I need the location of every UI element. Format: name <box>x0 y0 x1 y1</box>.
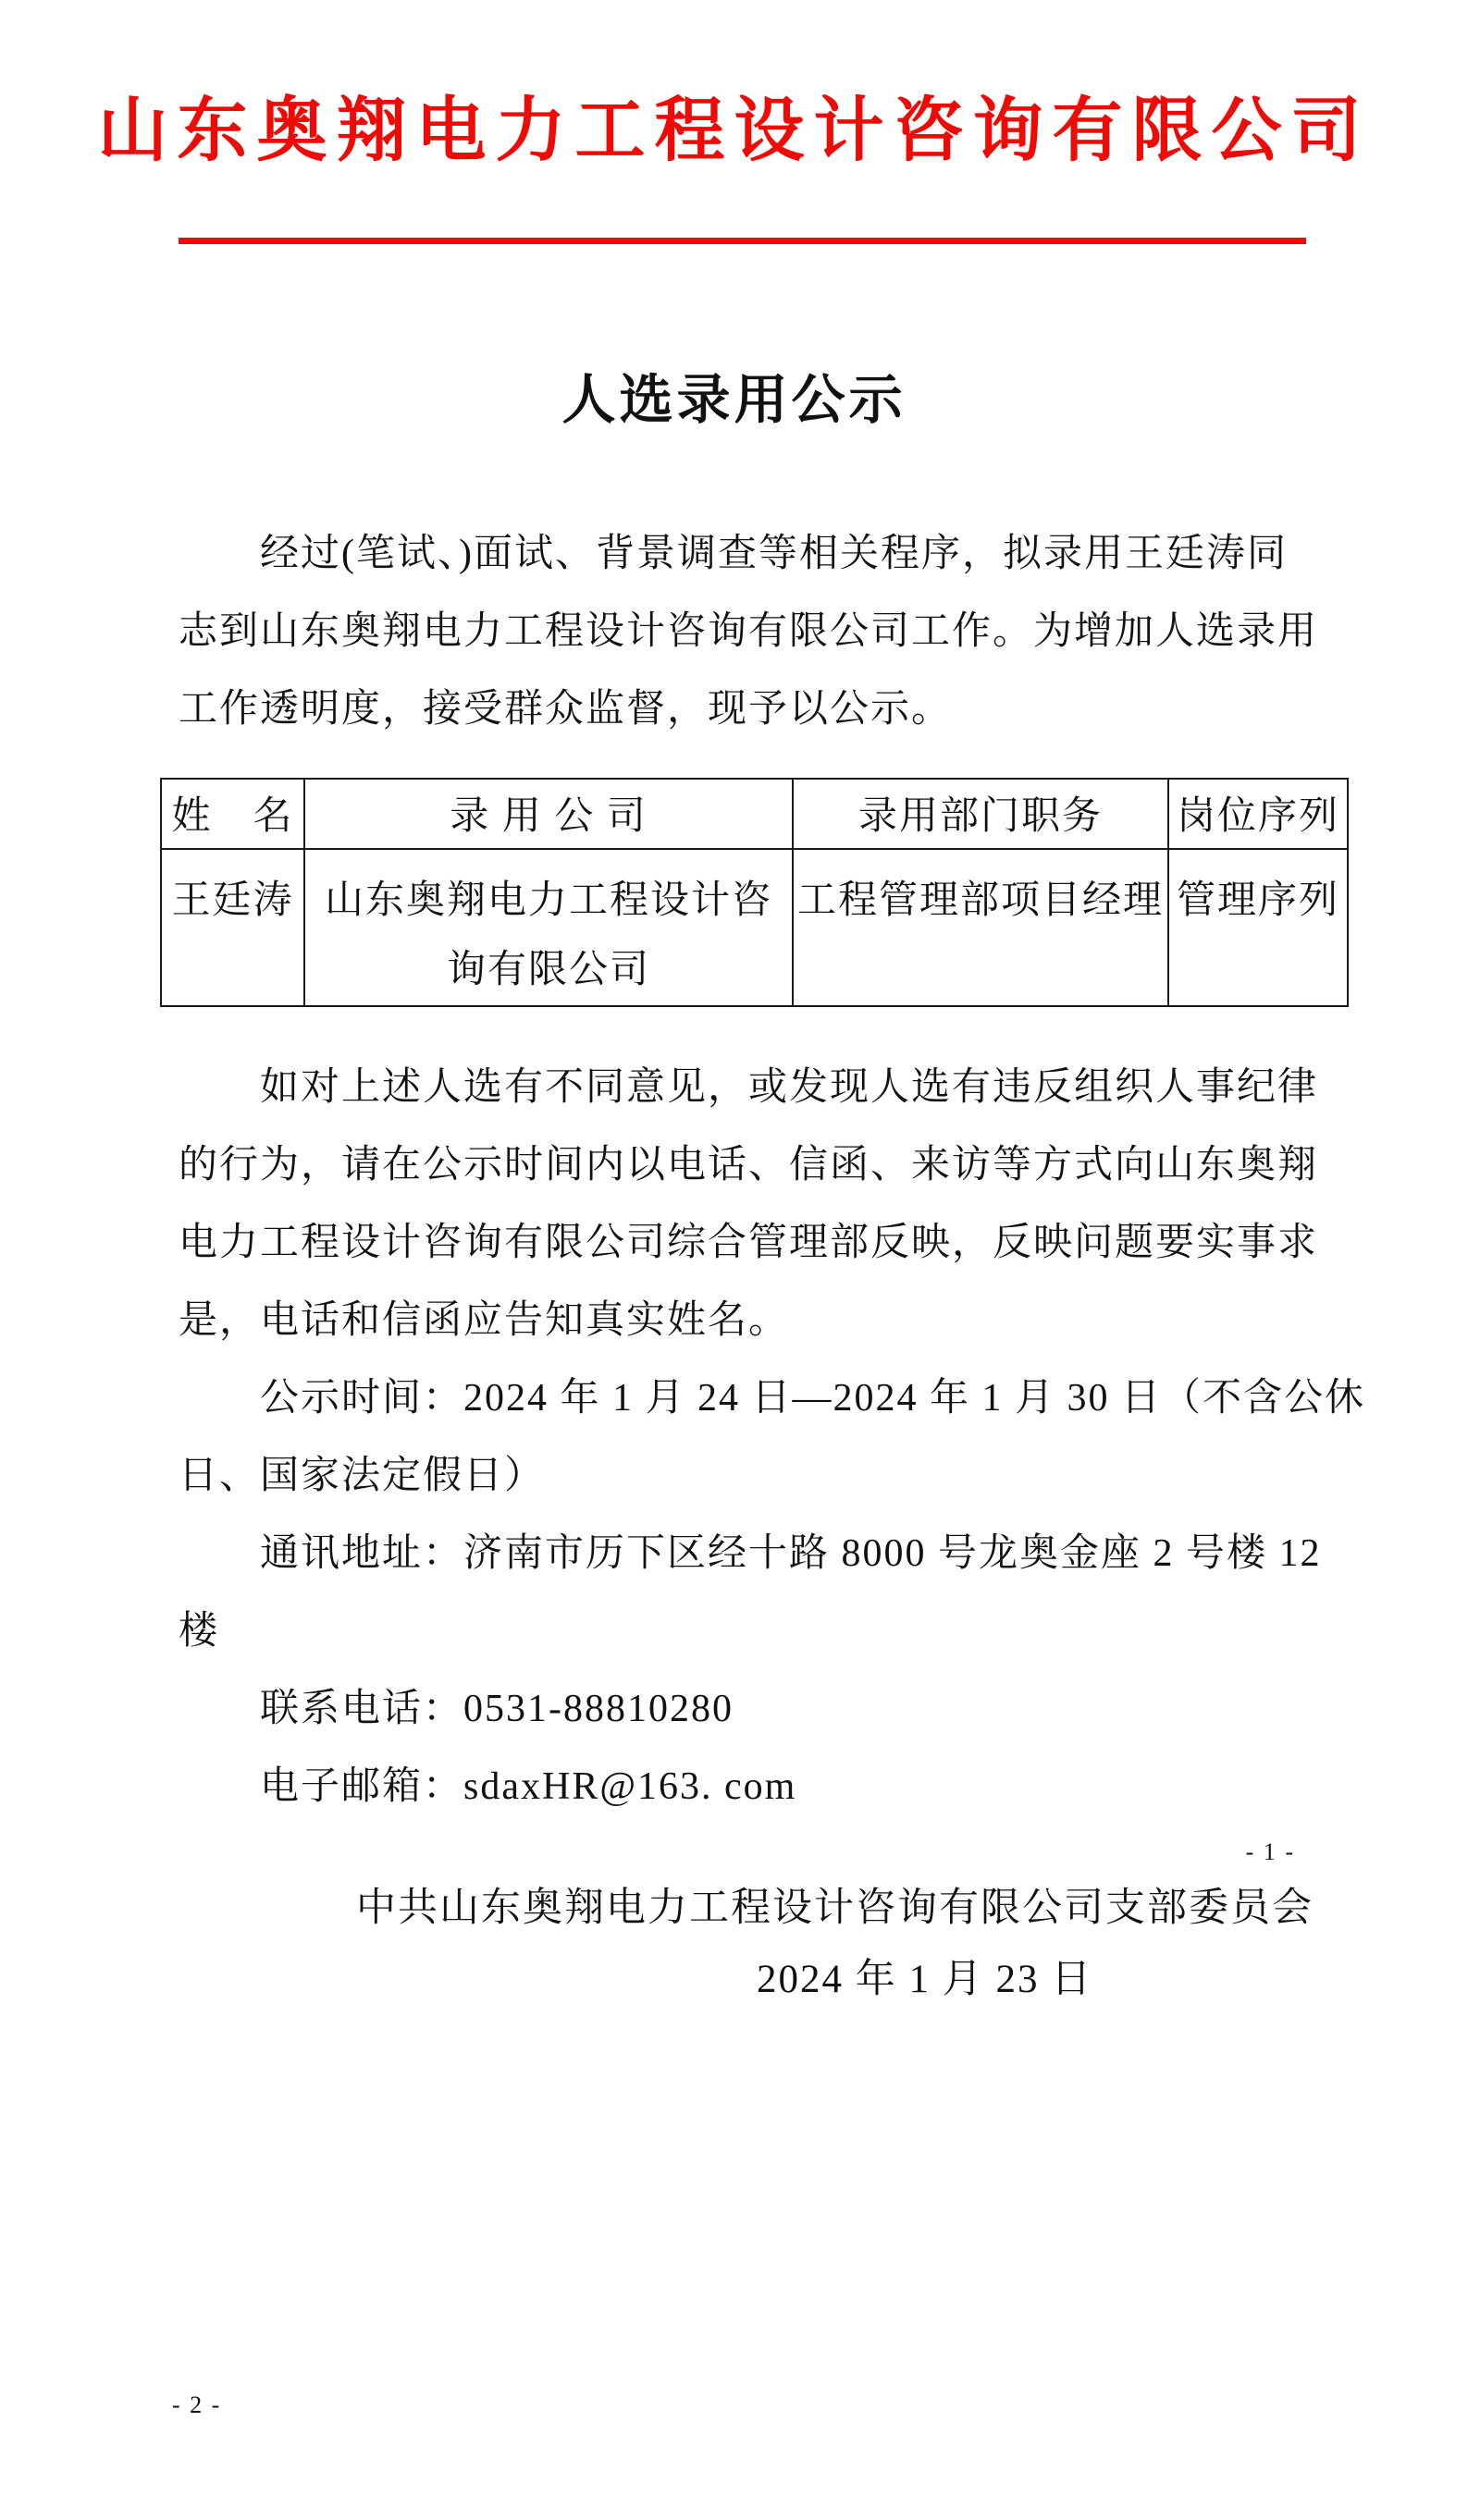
intro-paragraph <box>179 515 1344 748</box>
text-line: 电子邮箱：sdaxHR@163. com <box>260 1765 797 1808</box>
contact-email-paragraph <box>179 1748 1344 1825</box>
letterhead-divider-rule <box>179 238 1306 244</box>
signature-date: 2024 年 1 月 23 日 <box>757 1958 1093 2001</box>
body-section <box>179 1049 1366 1825</box>
document-title: 人选录用公示 <box>561 370 907 430</box>
mailing-address-paragraph <box>179 1515 1344 1670</box>
text-line: 询有限公司 <box>446 949 650 991</box>
table-header-position: 录用部门职务 <box>793 779 1168 849</box>
text-line: 联系电话：0531-88810280 <box>260 1688 734 1730</box>
publicity-period-paragraph <box>179 1359 1366 1515</box>
table-header-sequence: 岗位序列 <box>1168 779 1348 849</box>
intro-section <box>179 515 1344 748</box>
text-line: 山东奥翔电力工程设计咨 <box>324 879 772 922</box>
table-header-name: 姓 名 <box>161 779 304 849</box>
text-line: 志到山东奥翔电力工程设计咨询有限公司工作。为增加人选录用 <box>179 610 1319 653</box>
text-line: 公示时间：2024 年 1 月 24 日—2024 年 1 月 30 日（不含公休 <box>260 1377 1366 1420</box>
objection-paragraph <box>179 1049 1344 1359</box>
embedded-page-number-1: - 1 - <box>1245 1838 1295 1865</box>
cell-department-position: 工程管理部项目经理 <box>793 849 1168 1006</box>
contact-phone-paragraph <box>179 1670 1344 1748</box>
text-line: 工作透明度，接受群众监督，现予以公示。 <box>179 688 953 731</box>
cell-post-sequence: 管理序列 <box>1168 849 1348 1006</box>
text-line: 经过(笔试、)面试、背景调查等相关程序，拟录用王廷涛同 <box>260 533 1288 575</box>
cell-hiring-company <box>304 849 793 1006</box>
text-line: 通讯地址：济南市历下区经十路 8000 号龙奥金座 2 号楼 12 <box>260 1532 1322 1575</box>
text-line: 日、国家法定假日） <box>179 1455 546 1497</box>
text-line: 如对上述人选有不同意见，或发现人选有违反组织人事纪律 <box>260 1066 1319 1109</box>
cell-candidate-name: 王廷涛 <box>161 849 304 1006</box>
table-header-company: 录 用 公 司 <box>304 779 793 849</box>
table-header-row <box>161 779 1348 849</box>
embedded-page-number-2: - 2 - <box>172 2391 222 2418</box>
text-line: 电力工程设计咨询有限公司综合管理部反映，反映问题要实事求 <box>179 1222 1319 1264</box>
text-line: 的行为，请在公示时间内以电话、信函、来访等方式向山东奥翔 <box>179 1144 1319 1186</box>
text-line: 楼 <box>179 1610 220 1653</box>
table-row <box>161 849 1348 1006</box>
text-line: 是，电话和信函应告知真实姓名。 <box>179 1299 790 1342</box>
signature-committee-name: 中共山东奥翔电力工程设计咨询有限公司支部委员会 <box>356 1887 1314 1930</box>
company-letterhead-title: 山东奥翔电力工程设计咨询有限公司 <box>97 92 1371 170</box>
candidate-table <box>160 778 1349 1007</box>
